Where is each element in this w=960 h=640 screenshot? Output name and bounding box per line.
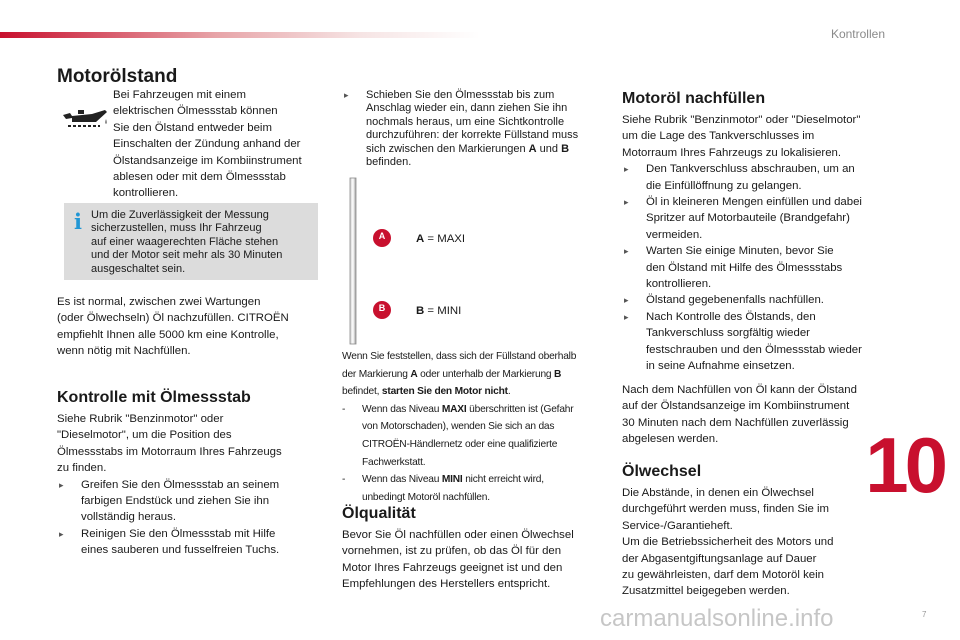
header-accent-bar [0,32,480,38]
list-item: ▸ Den Tankverschluss abschrauben, um an die Einfüllöffnung zu gelangen. [622,161,892,194]
marker-b-text: B = MINI [416,305,462,317]
after-refill-text: Nach dem Nachfüllen von Öl kann der Ölstand auf der Ölstandsanzeige im Kombiinstrument 30 Minuten nach dem Nachfüllen zuverlässig abgelesen werden. [622,384,857,446]
marker-a-label: A [378,231,386,241]
watermark: carmanualsonline.info [600,605,834,632]
list-item: ▸ Reinigen Sie den Ölmessstab mit Hilfe eines sauberen und fusselfreien Tuchs. [57,526,327,559]
section-title-refill: Motoröl nachfüllen [622,90,766,107]
dipstick-text: Siehe Rubrik "Benzinmotor" oder "Dieselmotor", um die Position des Ölmessstabs im Motorraum Ihres Fahrzeugs zu finden. ▸ Greifen Sie den Ölmessstab an seinem farbigen Endstück und ziehen Sie ihn vollständig heraus. ▸ Reinigen Sie den Ölmessstab mit Hilfe eines sauberen und fusselfreien Tuchs. [57,411,327,559]
oil-change-text: Die Abstände, in denen ein Ölwechsel durchgeführt werden muss, finden Sie im Service-/Garantieheft. Um die Betriebssicherheit des Motors und der Abgasentgiftungsanlage auf Dauer zu gewährleisten, darf dem Motoröl kein Zusatzmittel beigegeben werden. [622,487,834,598]
list-item: ▸ Öl in kleineren Mengen einfüllen und dabei Spritzer auf Motorbauteile (Brandgefahr) vermeiden. [622,194,892,243]
section-label: Kontrollen [830,27,885,41]
quality-text: Bevor Sie Öl nachfüllen oder einen Ölwechsel vornehmen, ist zu prüfen, ob das Öl für den Motor Ihres Fahrzeugs geeignet ist und den Empfehlungen des Herstellers entspricht. [342,529,574,591]
section-title-oil-change: Ölwechsel [622,463,702,480]
list-item: ▸ Schieben Sie den Ölmessstab bis zum Anschlag wieder ein, dann ziehen Sie ihn nochmals heraus, um eine Sichtkontrolle durchzuführen: der korrekte Füllstand muss sich zwischen den Markierungen A und B befinden. [342,89,612,169]
info-text: Um die Zuverlässigkeit der Messung sicherzustellen, muss Ihr Fahrzeug auf einer waagerechten Fläche stehen und der Motor seit mehr als 30 Minuten ausgeschaltet sein. [91,209,283,275]
oil-can-icon [60,106,110,130]
dipstick-illustration [342,176,396,346]
info-icon: i [74,209,82,234]
normal-text: Es ist normal, zwischen zwei Wartungen (oder Ölwechseln) Öl nachzufüllen. CITROËN empfiehlt Ihnen alle 5000 km eine Kontrolle, wenn nötig mit Nachfüllen. [57,296,289,358]
intro-text: Bei Fahrzeugen mit einem elektrischen Ölmessstab können Sie den Ölstand entweder beim Einschalten der Zündung anhand der Ölstandsanzeige im Kombiinstrument ablesen oder mit dem Ölmessstab kontrollieren. [113,89,302,200]
section-title-dipstick: Kontrolle mit Ölmessstab [57,389,251,406]
warning-note: Wenn Sie feststellen, dass sich der Füllstand oberhalb der Markierung A oder unterhalb der Markierung B befindet, starten Sie den Motor nicht. - Wenn das Niveau MAXI überschritten ist (Gefahr von Motorschaden), wenden Sie sich an das CITROËN-Händlernetz oder eine qualifizierte Fachwerkstatt. - Wenn das Niveau MINI nicht erreicht wird, unbedingt Motoröl nachfüllen. [342,351,577,503]
list-item: ▸ Ölstand gegebenenfalls nachfüllen. [622,292,892,308]
chapter-number: 10 [865,421,944,509]
reinsert-text [342,89,612,169]
list-item: ▸ Greifen Sie den Ölmessstab an seinem farbigen Endstück und ziehen Sie ihn vollständig heraus. [57,477,327,526]
list-item: ▸ Warten Sie einige Minuten, bevor Sie den Ölstand mit Hilfe des Ölmessstabs kontrollieren. [622,243,892,292]
info-box [64,203,318,280]
marker-b-label: B [378,303,386,313]
marker-a-text: A = MAXI [416,233,466,245]
list-item: ▸ Nach Kontrolle des Ölstands, den Tankverschluss sorgfältig wieder festschrauben und den Ölmessstab wieder in seine Aufnahme einsetzen. [622,309,892,375]
section-title-quality: Ölqualität [342,505,416,522]
page-title: Motorölstand [57,66,178,87]
page-number: 7 [922,610,927,619]
refill-text: Siehe Rubrik "Benzinmotor" oder "Dieselmotor" um die Lage des Tankverschlusses im Motorraum Ihres Fahrzeugs zu lokalisieren. ▸ Den Tankverschluss abschrauben, um an die Einfüllöffnung zu gelangen. ▸ Öl in kleineren Mengen einfüllen und dabei Spritzer auf Motorbauteile (Brandgefahr) vermeiden. ▸ Warten Sie einige Minuten, bevor Sie den Ölstand mit Hilfe des Ölmessstabs kontrollieren. ▸ Ölstand gegebenenfalls nachfüllen. ▸ Nach Kontrolle des Ölstands, den Tankverschluss sorgfältig wieder festschrauben und den Ölmessstab wieder in seine Aufnahme einsetzen. [622,112,892,375]
